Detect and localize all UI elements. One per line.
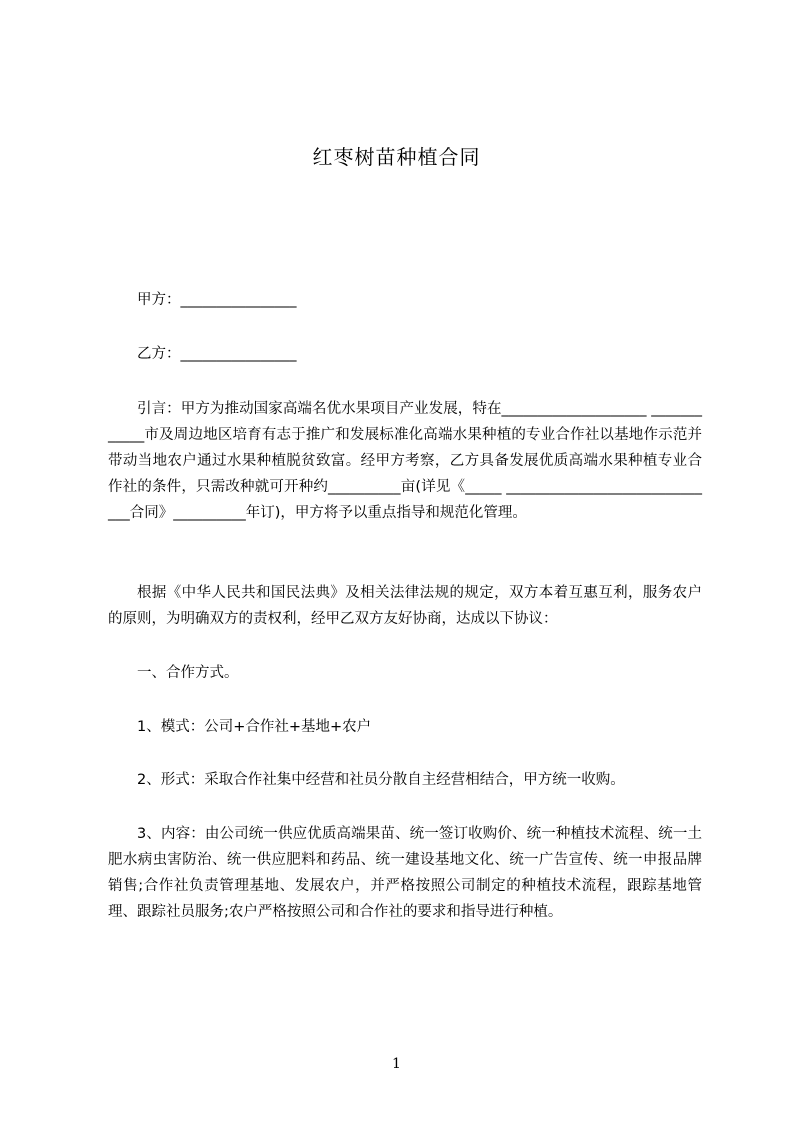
clause-2-form: 2、形式：采取合作社集中经营和社员分散自主经营相结合，甲方统一收购。	[137, 772, 625, 788]
contract-title: 红枣树苗种植合同	[312, 145, 481, 169]
section-1-heading: 一、合作方式。	[137, 665, 239, 681]
intro-paragraph: 引言：甲方为推动国家高端名优水果项目产业发展，特在____________________ ____________市及周边地区培育有志于推广和发展标准化高端水果种植的专业合作社以基地作示范并带动当地农户通过水果种植脱贫致富。经甲方考察，乙方具备发展优质高端水果种植专业合作社的条件，只需改种就可开种约__________亩(详见《_____ ______________________________合同》__________年订)，甲方将予以重点指导和规范化管理。	[108, 401, 702, 521]
party-b-line: 乙方：________________	[137, 346, 297, 362]
legal-basis-paragraph: 根据《中华人民共和国民法典》及相关法律法规的规定，双方本着互惠互利，服务农户的原则，为明确双方的责权利，经甲乙双方友好协商，达成以下协议：	[108, 585, 702, 627]
page-number: 1	[392, 1056, 401, 1072]
clause-3-content: 3、内容：由公司统一供应优质高端果苗、统一签订收购价、统一种植技术流程、统一土肥水病虫害防治、统一供应肥料和药品、统一建设基地文化、统一广告宣传、统一申报品牌销售;合作社负责管理基地、发展农户，并严格按照公司制定的种植技术流程，跟踪基地管理、跟踪社员服务;农户严格按照公司和合作社的要求和指导进行种植。	[108, 826, 702, 920]
party-a-line: 甲方：________________	[137, 292, 297, 308]
clause-1-mode: 1、模式：公司+合作社+基地+农户	[137, 719, 372, 735]
